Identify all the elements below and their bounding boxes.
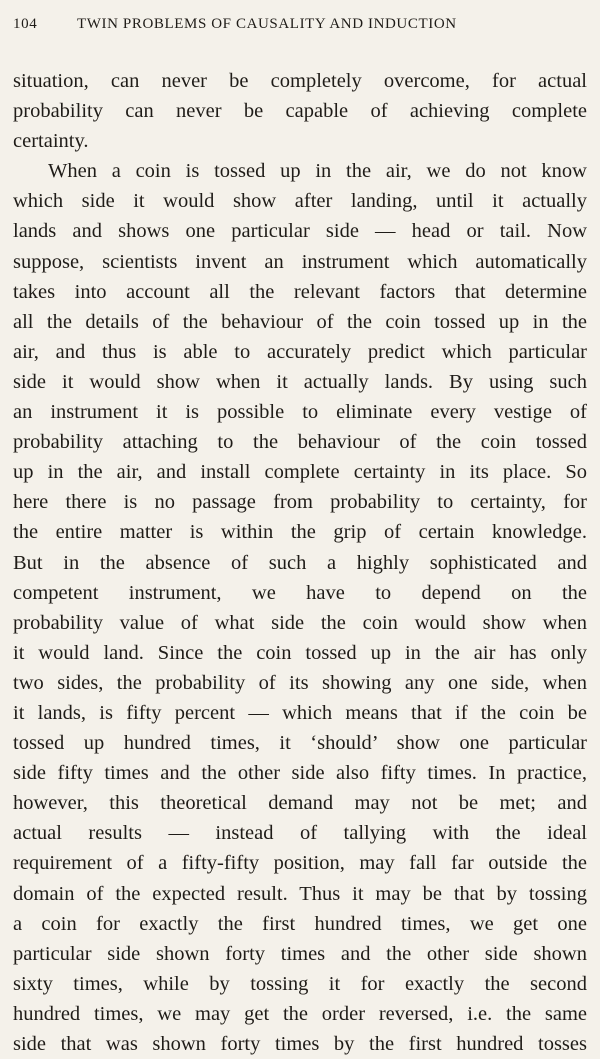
text-line: side it would show when it actually lands. By using such: [13, 370, 587, 393]
text-line: side fifty times and the other side also fifty times. In practice,: [13, 762, 587, 785]
text-line: lands and shows one particular side — head or tail. Now: [13, 220, 587, 243]
text-line: When a coin is tossed up in the air, we do not know: [48, 160, 587, 183]
text-line: however, this theoretical demand may not be met; and: [13, 792, 587, 815]
text-line: But in the absence of such a highly sophisticated and: [13, 551, 587, 574]
page-number: 104: [13, 16, 38, 32]
body-text: [13, 66, 587, 1059]
text-line: suppose, scientists invent an instrument which automatically: [13, 250, 587, 273]
paragraph-2: [13, 156, 587, 1059]
text-line: takes into account all the relevant factors that determine: [13, 280, 587, 303]
text-line: side that was shown forty times by the first hundred tosses: [13, 1033, 587, 1055]
text-line: particular side shown forty times and the other side shown: [13, 942, 587, 965]
text-line: actual results — instead of tallying with the ideal: [13, 822, 587, 845]
text-line: situation, can never be completely overcome, for actual: [13, 70, 587, 92]
text-line: certainty.: [13, 130, 89, 153]
text-line: tossed up hundred times, it ‘should’ show one particular: [13, 732, 587, 755]
running-title: TWIN PROBLEMS OF CAUSALITY AND INDUCTION: [77, 16, 457, 32]
text-line: a coin for exactly the first hundred times, we get one: [13, 912, 587, 935]
text-line: an instrument it is possible to eliminate every vestige of: [13, 401, 587, 424]
text-line: all the details of the behaviour of the coin tossed up in the: [13, 310, 587, 333]
text-line: probability can never be capable of achieving complete: [13, 100, 587, 123]
text-line: which side it would show after landing, until it actually: [13, 190, 587, 213]
text-line: the entire matter is within the grip of certain knowledge.: [13, 521, 587, 544]
text-line: air, and thus is able to accurately predict which particular: [13, 340, 587, 363]
text-line: sixty times, while by tossing it for exactly the second: [13, 972, 587, 995]
text-line: domain of the expected result. Thus it may be that by tossing: [13, 882, 587, 905]
text-line: hundred times, we may get the order reversed, i.e. the same: [13, 1002, 587, 1025]
text-line: probability attaching to the behaviour of the coin tossed: [13, 431, 587, 454]
text-line: two sides, the probability of its showing any one side, when: [13, 671, 587, 694]
text-line: competent instrument, we have to depend on the: [13, 581, 587, 604]
text-line: probability value of what side the coin would show when: [13, 611, 587, 634]
paragraph-1: [13, 66, 587, 156]
page-header: [13, 16, 586, 36]
text-line: it would land. Since the coin tossed up in the air has only: [13, 641, 587, 664]
text-line: it lands, is fifty percent — which means that if the coin be: [13, 701, 587, 724]
text-line: requirement of a fifty-fifty position, may fall far outside the: [13, 852, 587, 875]
text-line: up in the air, and install complete certainty in its place. So: [13, 461, 587, 484]
text-line: here there is no passage from probability to certainty, for: [13, 491, 587, 514]
